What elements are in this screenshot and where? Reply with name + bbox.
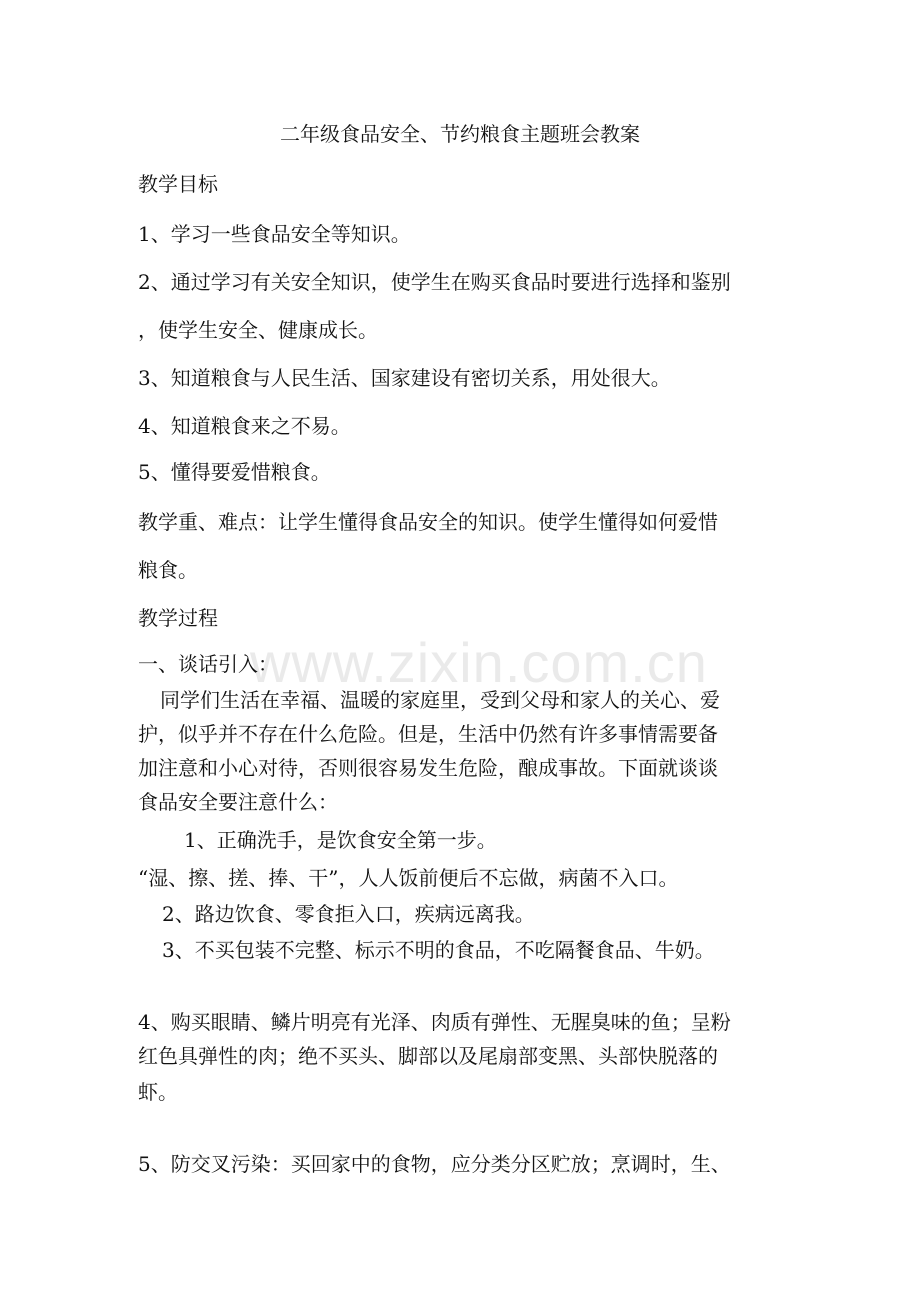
objective-1: 1、学习一些食品安全等知识。	[138, 222, 411, 246]
key-points: 教学重、难点：让学生懂得食品安全的知识。使学生懂得如何爱惜	[138, 510, 718, 534]
intro-para-line-2: 护，似乎并不存在什么危险。但是，生活中仍然有许多事情需要备	[138, 722, 718, 746]
intro-para-line-3: 加注意和小心对待，否则很容易发生危险，酿成事故。下面就谈谈	[138, 756, 718, 780]
objective-4: 4、知道粮食来之不易。	[138, 414, 351, 438]
heading-process: 教学过程	[138, 606, 218, 630]
objective-2-cont: ，使学生安全、健康成长。	[138, 318, 378, 342]
tip-4-line-1: 4、购买眼睛、鳞片明亮有光泽、肉质有弹性、无腥臭味的鱼；呈粉	[138, 1010, 731, 1034]
intro-para-line-4: 食品安全要注意什么：	[138, 790, 338, 814]
objective-3: 3、知道粮食与人民生活、国家建设有密切关系，用处很大。	[138, 366, 671, 390]
document-title: 二年级食品安全、节约粮食主题班会教案	[280, 122, 640, 146]
tip-3: 3、不买包装不完整、标示不明的食品，不吃隔餐食品、牛奶。	[162, 938, 715, 962]
tip-1: 1、正确洗手，是饮食安全第一步。	[184, 828, 497, 852]
objective-5: 5、懂得要爱惜粮食。	[138, 460, 331, 484]
intro-para-line-1: 同学们生活在幸福、温暖的家庭里，受到父母和家人的关心、爱	[160, 688, 720, 712]
tip-5-line-1: 5、防交叉污染：买回家中的食物，应分类分区贮放；烹调时，生、	[138, 1152, 731, 1176]
tip-1-detail: “湿、擦、搓、捧、干”，人人饭前便后不忘做，病菌不入口。	[138, 866, 679, 890]
watermark: www.zixin.com.cn	[250, 631, 708, 694]
tip-4-line-2: 红色具弹性的肉；绝不买头、脚部以及尾扇部变黑、头部快脱落的	[138, 1044, 718, 1068]
heading-objectives: 教学目标	[138, 172, 218, 196]
key-points-cont: 粮食。	[138, 558, 198, 582]
objective-2: 2、通过学习有关安全知识，使学生在购买食品时要进行选择和鉴别	[138, 270, 731, 294]
section-intro-heading: 一、谈话引入：	[138, 652, 278, 676]
tip-4-line-3: 虾。	[138, 1080, 178, 1104]
tip-2: 2、路边饮食、零食拒入口，疾病远离我。	[162, 902, 535, 926]
